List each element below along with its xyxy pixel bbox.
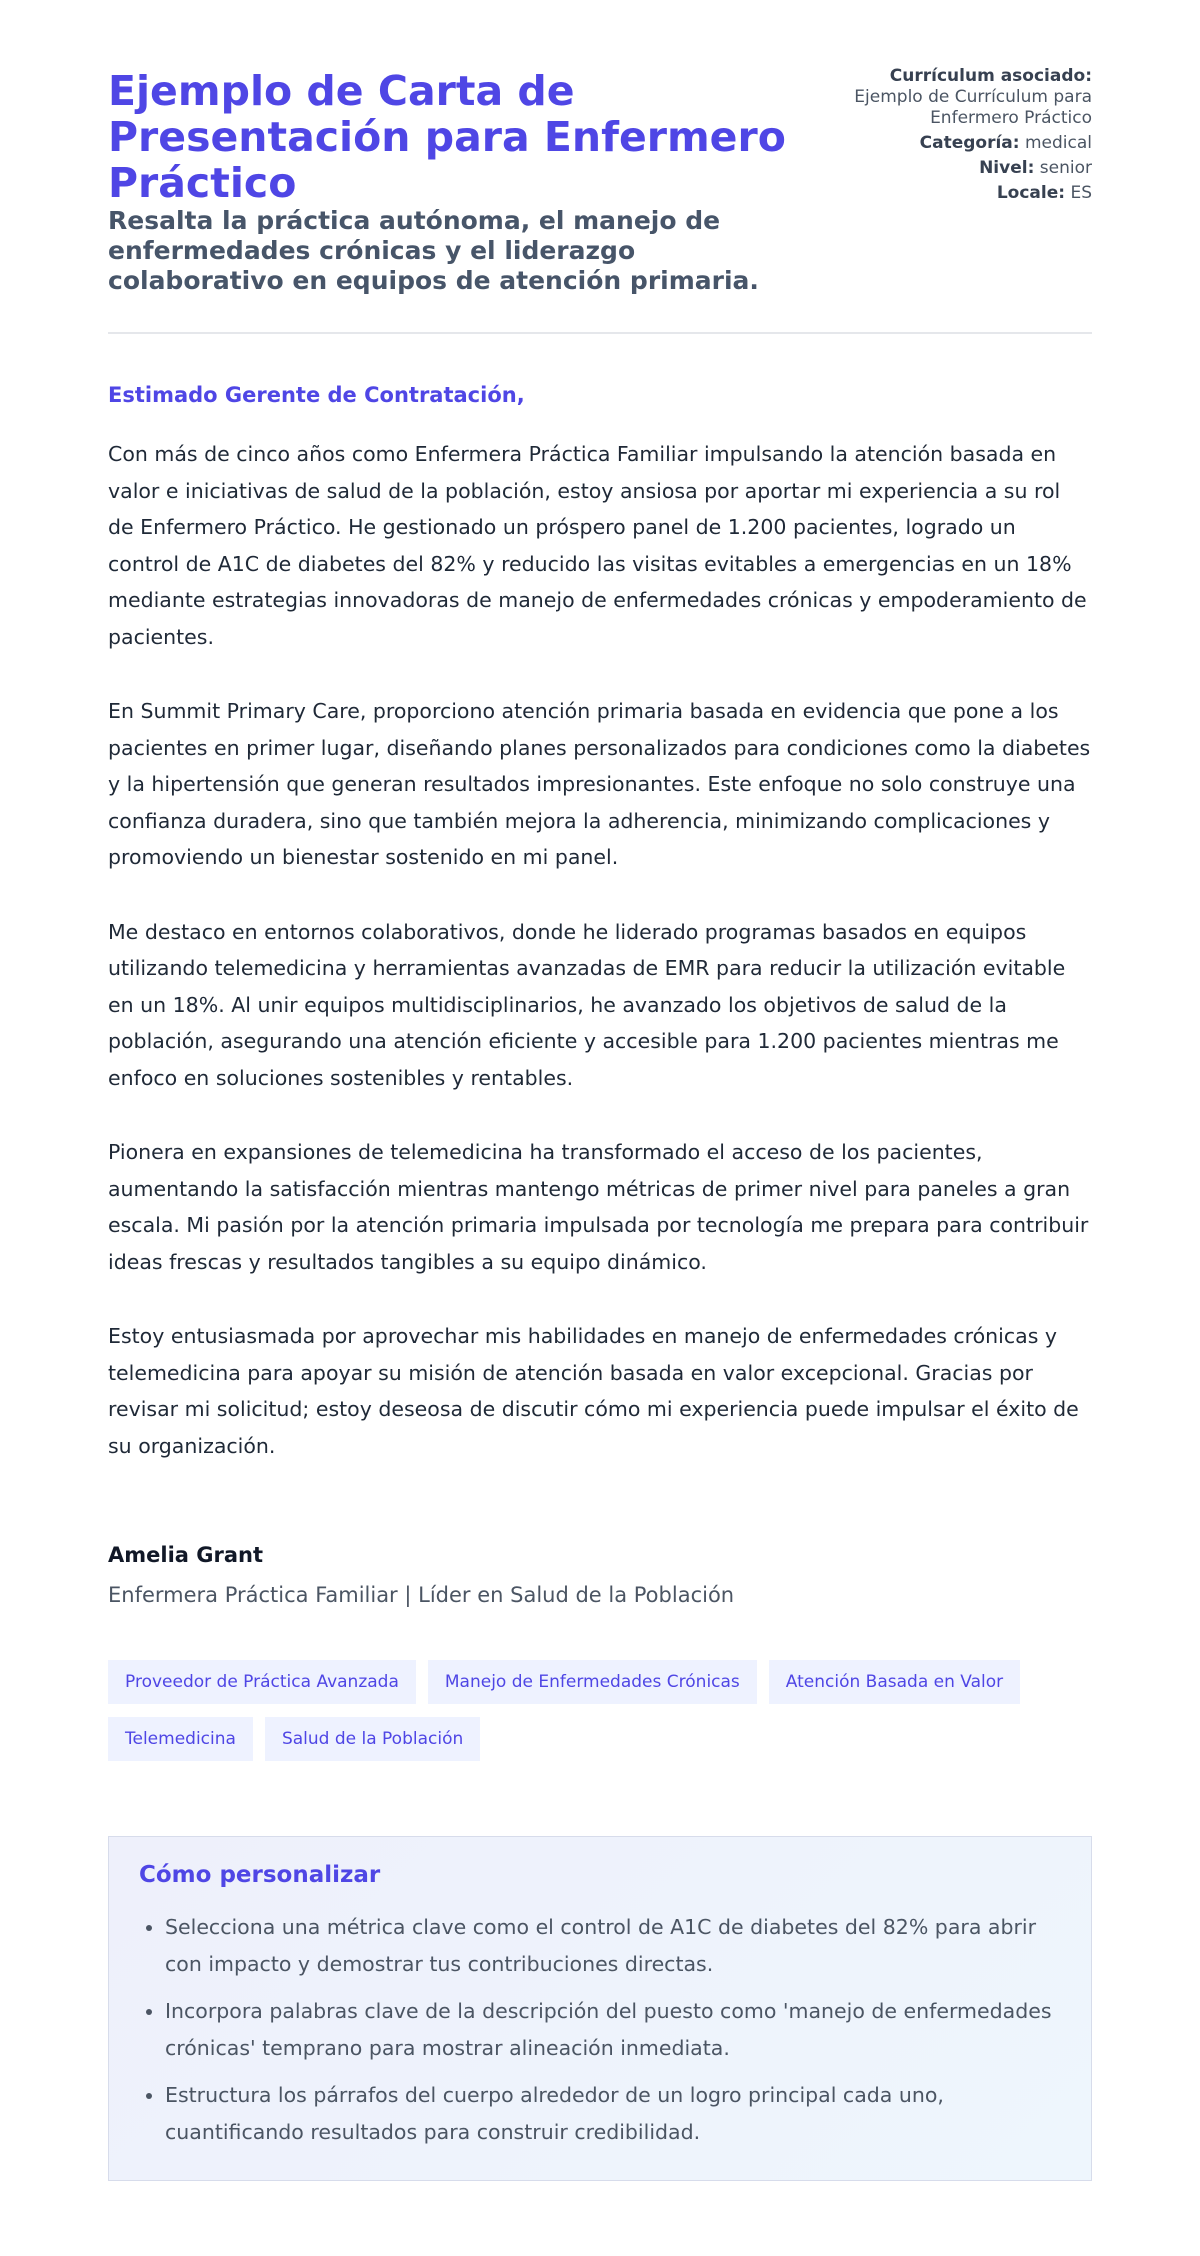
signature-name: Amelia Grant — [108, 1543, 264, 1567]
keyword-tag[interactable]: Salud de la Población — [265, 1717, 480, 1761]
keyword-tag[interactable]: Atención Basada en Valor — [769, 1660, 1020, 1704]
meta-resume-value[interactable]: Ejemplo de Currículum para Enfermero Práctico — [854, 87, 1092, 128]
keyword-tags — [108, 1660, 1092, 1774]
keyword-tag[interactable]: Telemedicina — [108, 1717, 253, 1761]
meta-locale-value: ES — [1070, 183, 1092, 203]
page-header — [108, 64, 1092, 296]
meta-level-value: senior — [1039, 158, 1092, 178]
meta-level — [832, 158, 1092, 179]
meta-resume-label: Currículum asociado: — [889, 66, 1092, 86]
customize-tip: • Selecciona una métrica clave como el control de A1C de diabetes del 82% para abrir con impacto y demostrar tus contribuciones directas. — [165, 1909, 1061, 1982]
keyword-tag[interactable]: Manejo de Enfermedades Crónicas — [428, 1660, 757, 1704]
customize-tip: • Estructura los párrafos del cuerpo alrededor de un logro principal cada uno, cuantificando resultados para construir credibilidad. — [165, 2077, 1061, 2150]
letter-paragraph: Pionera en expansiones de telemedicina ha transformado el acceso de los pacientes, aumentando la satisfacción mientras mantengo métricas de primer nivel para paneles a gran escala. Mi pasión por la atención primaria impulsada por tecnología me prepara para contribuir ideas frescas y resultados tangibles a su equipo dinámico. — [108, 1140, 1089, 1274]
signature-title: Enfermera Práctica Familiar | Líder en Salud de la Población — [108, 1583, 735, 1607]
page-title: Ejemplo de Carta de Presentación para Enfermero Práctico — [108, 67, 786, 207]
meta-category-label: Categoría: — [919, 133, 1020, 153]
meta-resume — [832, 66, 1092, 129]
meta-panel — [832, 66, 1092, 208]
letter-paragraph: Con más de cinco años como Enfermera Práctica Familiar impulsando la atención basada en valor e iniciativas de salud de la población, estoy ansiosa por aportar mi experiencia a su rol de Enfermero Práctico. He gestionado un próspero panel de 1.200 pacientes, logrado un control de A1C de diabetes del 82% y reducido las visitas evitables a emergencias en un 18% mediante estrategias innovadoras de manejo de enfermedades crónicas y empoderamiento de pacientes. — [108, 442, 1087, 649]
meta-locale-label: Locale: — [996, 183, 1066, 203]
letter-paragraph: Estoy entusiasmada por aprovechar mis habilidades en manejo de enfermedades crónicas y telemedicina para apoyar su misión de atención basada en valor excepcional. Gracias por revisar mi solicitud; estoy deseosa de discutir cómo mi experiencia puede impulsar el éxito de su organización. — [108, 1324, 1079, 1458]
page-subtitle: Resalta la práctica autónoma, el manejo de enfermedades crónicas y el liderazgo colaborativo en equipos de atención primaria. — [108, 206, 759, 295]
letter-paragraph: En Summit Primary Care, proporciono atención primaria basada en evidencia que pone a los pacientes en primer lugar, diseñando planes personalizados para condiciones como la diabetes y la hipertensión que generan resultados impresionantes. Este enfoque no solo construye una confianza duradera, sino que también mejora la adherencia, minimizando complicaciones y promoviendo un bienestar sostenido en mi panel. — [108, 699, 1091, 869]
meta-category — [832, 133, 1092, 154]
customize-box — [108, 1836, 1092, 2181]
customize-title: Cómo personalizar — [139, 1862, 381, 1888]
header-divider — [108, 332, 1092, 334]
letter-salutation: Estimado Gerente de Contratación, — [108, 383, 525, 407]
letter-body — [108, 436, 1092, 1464]
customize-tips — [139, 1909, 1061, 2150]
keyword-tag[interactable]: Proveedor de Práctica Avanzada — [108, 1660, 416, 1704]
meta-locale — [832, 183, 1092, 204]
meta-category-value: medical — [1024, 133, 1092, 153]
customize-tip: • Incorpora palabras clave de la descripción del puesto como 'manejo de enfermedades crónicas' temprano para mostrar alineación inmediata. — [165, 1993, 1061, 2066]
meta-level-label: Nivel: — [979, 158, 1035, 178]
header-titles — [108, 64, 808, 296]
letter-paragraph: Me destaco en entornos colaborativos, donde he liderado programas basados en equipos utilizando telemedicina y herramientas avanzadas de EMR para reducir la utilización evitable en un 18%. Al unir equipos multidisciplinarios, he avanzado los objetivos de salud de la población, asegurando una atención eficiente y accesible para 1.200 pacientes mientras me enfoco en soluciones sostenibles y rentables. — [108, 919, 1066, 1090]
